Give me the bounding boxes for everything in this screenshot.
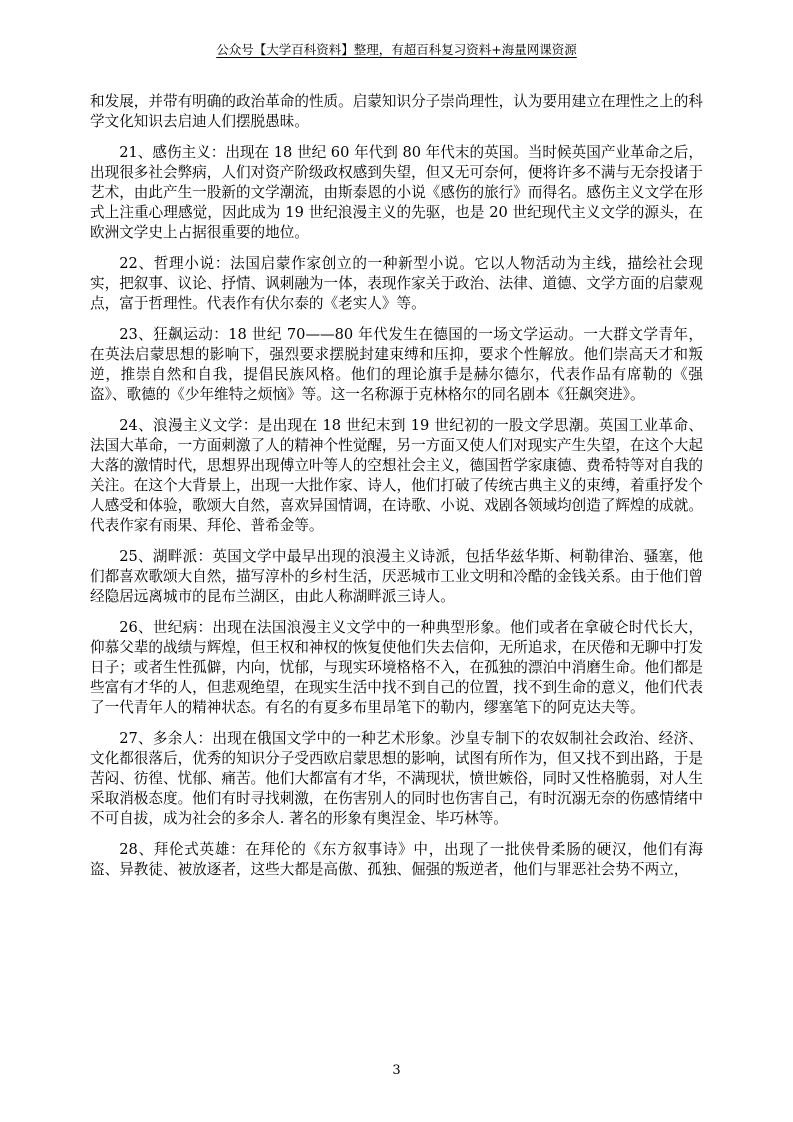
page-footer bbox=[0, 1063, 793, 1078]
paragraph: 22、哲理小说：法国启蒙作家创立的一种新型小说。它以人物活动为主线，描绘社会现实，把叙事、议论、抒情、讽刺融为一体，表现作家关于政治、法律、道德、文学方面的启蒙观点，富于哲理性。代表作有伏尔泰的《老实人》等。 bbox=[90, 255, 703, 312]
document-body bbox=[90, 92, 703, 880]
paragraph: 24、浪漫主义文学：是出现在 18 世纪末到 19 世纪初的一股文学思潮。英国工业革命、法国大革命，一方面刺激了人的精神个性觉醒，另一方面又使人们对现实产生失望，在这个大起大落的激情时代，思想界出现傅立叶等人的空想社会主义，德国哲学家康德、费希特等对自我的关注。在这个大背景上，出现一大批作家、诗人，他们打破了传统古典主义的束缚，着重抒发个人感受和体验，歌颂大自然，喜欢异国情调，在诗歌、小说、戏剧各领域均创造了辉煌的成就。代表作家有雨果、拜伦、普希金等。 bbox=[90, 417, 703, 534]
paragraph: 27、多余人：出现在俄国文学中的一种艺术形象。沙皇专制下的农奴制社会政治、经济、文化都很落后，优秀的知识分子受西欧启蒙思想的影响，试图有所作为，但又找不到出路，于是苦闷、彷徨、忧郁、痛苦。他们大都富有才华，不满现状，愤世嫉俗，同时又性格脆弱，对人生采取消极态度。他们有时寻找刺激，在伤害别人的同时也伤害自己，有时沉溺无奈的伤感情绪中不可自拔，成为社会的多余人. 著名的形象有奥涅金、毕巧林等。 bbox=[90, 730, 703, 827]
paragraph: 26、世纪病：出现在法国浪漫主义文学中的一种典型形象。他们或者在拿破仑时代长大，仰慕父辈的战绩与辉煌，但王权和神权的恢复使他们失去信仰，无所追求，在厌倦和无聊中打发日子；或者生性孤僻，内向，忧郁，与现实环境格格不入，在孤独的漂泊中消磨生命。他们都是些富有才华的人，但悲观绝望，在现实生活中找不到自己的位置，找不到生命的意义，他们代表了一代青年人的精神状态。有名的有夏多布里昂笔下的勒内，缪塞笔下的阿克达夫等。 bbox=[90, 619, 703, 716]
paragraph: 和发展，并带有明确的政治革命的性质。启蒙知识分子崇尚理性，认为要用建立在理性之上的科学文化知识去启迪人们摆脱愚昧。 bbox=[90, 93, 703, 130]
paragraph: 23、狂飙运动：18 世纪 70——80 年代发生在德国的一场文学运动。一大群文学青年，在英法启蒙思想的影响下，强烈要求摆脱封建束缚和压抑，要求个性解放。他们崇高天才和叛逆，推崇自然和自我，提倡民族风格。他们的理论旗手是赫尔德尔，代表作品有席勒的《强盗》、歌德的《少年维特之烦恼》等。这一名称源于克林格尔的同名剧本《狂飙突进》。 bbox=[90, 326, 703, 403]
paragraph: 28、拜伦式英雄：在拜伦的《东方叙事诗》中，出现了一批侠骨柔肠的硬汉，他们有海盗、异教徒、被放逐者，这些大都是高傲、孤独、倔强的叛逆者，他们与罪恶社会势不两立， bbox=[90, 841, 703, 878]
page-number: 3 bbox=[392, 1063, 401, 1078]
page-header bbox=[90, 42, 703, 58]
paragraph: 21、感伤主义：出现在 18 世纪 60 年代到 80 年代末的英国。当时候英国产业革命之后，出现很多社会弊病，人们对资产阶级政权感到失望，但又无可奈何，便将许多不满与无奈投诸于艺术，由此产生一股新的文学潮流，由斯泰恩的小说《感伤的旅行》而得名。感伤主义文学在形式上注重心理感觉，因此成为 19 世纪浪漫主义的先驱，也是 20 世纪现代主义文学的源头，在欧洲文学史上占据很重要的地位。 bbox=[90, 144, 703, 241]
paragraph: 25、湖畔派：英国文学中最早出现的浪漫主义诗派，包括华兹华斯、柯勒律治、骚塞，他们都喜欢歌颂大自然，描写淳朴的乡村生活，厌恶城市工业文明和冷酷的金钱关系。由于他们曾经隐居远离城市的昆布兰湖区，由此人称湖畔派三诗人。 bbox=[90, 548, 703, 605]
header-text: 公众号【大学百科资料】整理，有超百科复习资料+海量网课资源 bbox=[216, 42, 577, 57]
